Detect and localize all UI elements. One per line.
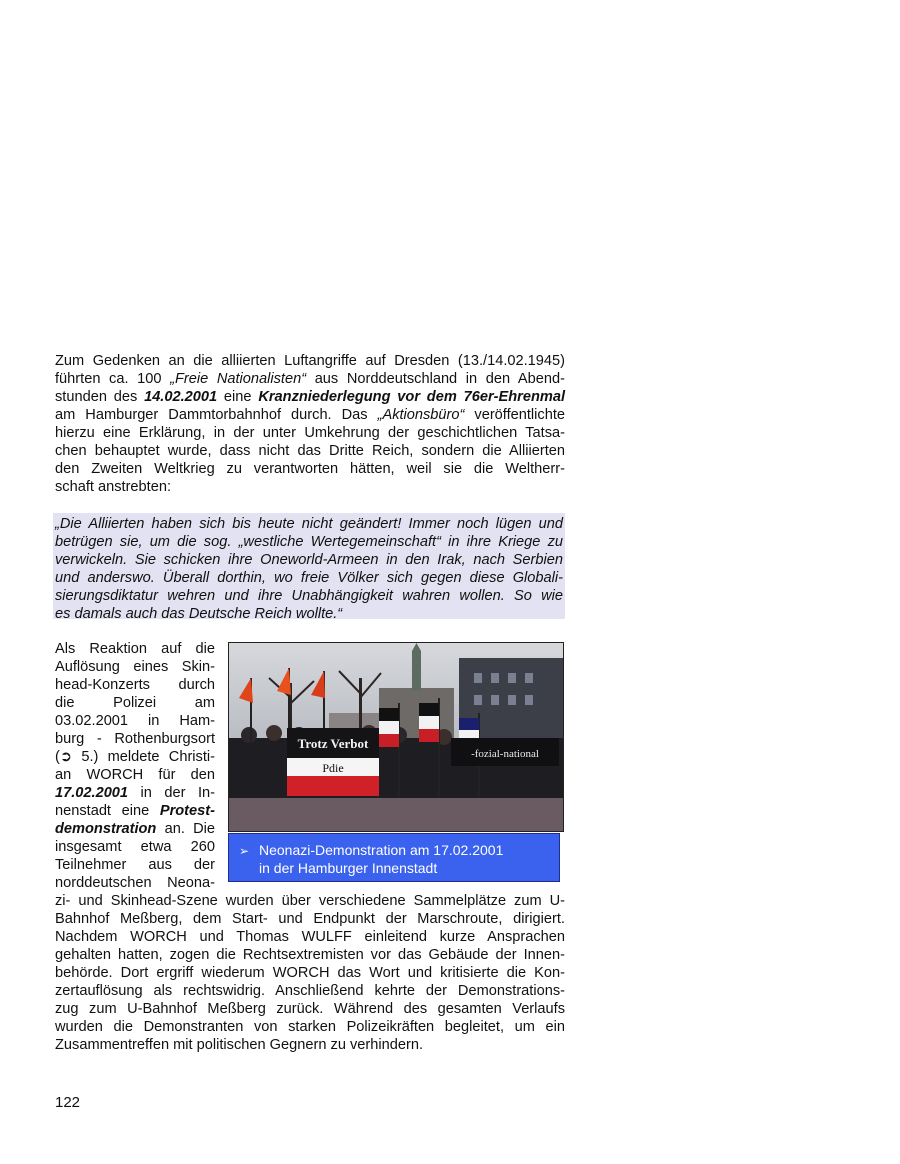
text-line: Zusammentreffen mit politischen Gegnern zu verhindern. xyxy=(55,1037,424,1053)
quote-line: betrügen sie, um die sog. „westliche Wertegemeinschaft“ in ihre Kriege zu xyxy=(55,534,563,550)
text-line: nenstadt eine xyxy=(55,803,160,819)
text-line: insgesamt etwa 260 xyxy=(55,839,215,855)
quote-line: sierungsdiktatur wehren und ihre Unabhängigkeit wahren wollen. So wie xyxy=(55,588,563,604)
text-line: Auflösung eines Skin- xyxy=(55,659,215,675)
group-name-italic: „Freie Nationalisten“ xyxy=(170,371,307,387)
quote-text xyxy=(55,515,563,623)
photo-illustration xyxy=(229,643,563,831)
quote-line: es damals auch das Deutsche Reich wollte.“ xyxy=(55,606,343,622)
text-line: an WORCH für den xyxy=(55,767,215,783)
text-line: in der In- xyxy=(128,785,215,801)
text-line: 5.) meldete Christi- xyxy=(72,749,215,765)
text-line: head-Konzerts durch xyxy=(55,677,215,693)
event-emphasis: Kranzniederlegung vor dem 76er-Ehrenmal xyxy=(258,389,566,405)
quote-line: und anderswo. Überall dorthin, wo freie Völker sich gegen diese Globali- xyxy=(55,570,563,586)
quote-line: verwickeln. Sie schicken ihre Oneworld-Armeen in den Irak, nach Serbien xyxy=(55,552,563,568)
event-emphasis: demonstration xyxy=(55,821,157,837)
text-line: chen behauptet wurde, dass nicht das Dritte Reich, sondern die Alliierten xyxy=(55,443,565,459)
text-line: führten ca. 100 xyxy=(55,371,171,387)
banner-slogan: -fozial-national xyxy=(471,748,539,760)
quote-line: „Die Alliierten haben sich bis heute nicht geändert! Immer noch lügen und xyxy=(55,516,563,532)
demonstration-photo xyxy=(228,642,564,832)
text-line: den Zweiten Weltkrieg zu verantworten hätten, weil sie die Weltherr- xyxy=(55,461,565,477)
closing-paragraph xyxy=(55,892,565,1054)
text-line: Zum Gedenken an die alliierten Luftangriffe auf Dresden (13./14.02.1945) xyxy=(55,353,565,369)
text-line: am Hamburger Dammtorbahnhof durch. Das xyxy=(55,407,378,423)
photo-caption xyxy=(228,833,560,882)
text-line: schaft anstrebten: xyxy=(55,479,172,495)
text-line: Bahnhof Meßberg, dem Start- und Endpunkt der Marschroute, dirigiert. xyxy=(55,911,565,927)
text-line: Nachdem WORCH und Thomas WULFF einleitend kurze Ansprachen xyxy=(55,929,565,945)
cross-reference-arrow-icon: ➲ xyxy=(59,749,73,765)
text-line: zi- und Skinhead-Szene wurden über verschiedene Sammelplätze zum U- xyxy=(55,893,565,909)
caption-line: Neonazi-Demonstration am 17.02.2001 xyxy=(259,842,504,858)
text-line: veröffentlichte xyxy=(464,407,565,423)
text-line: behörde. Dort ergriff wiederum WORCH das Wort und kritisierte die Kon- xyxy=(55,965,565,981)
page-number: 122 xyxy=(55,1094,81,1111)
narrow-paragraph xyxy=(55,640,215,892)
banner-slogan: Trotz Verbot xyxy=(297,736,369,751)
text-line: Als Reaktion auf die xyxy=(55,641,215,657)
text-line: burg - Rothenburgsort xyxy=(55,731,215,747)
text-line: an. Die xyxy=(156,821,215,837)
text-line: norddeutschen Neona- xyxy=(55,875,215,891)
quote-box xyxy=(53,513,565,622)
text-line: zug zum U-Bahnhof Meßberg zurück. Während des gesamten Verlaufs xyxy=(55,1001,565,1017)
text-line: Teilnehmer aus der xyxy=(55,857,215,873)
group-name-italic: „Aktionsbüro“ xyxy=(377,407,465,423)
intro-paragraph xyxy=(55,352,565,496)
text-line: wurden die Demonstranten von starken Polizeikräften begleitet, um ein xyxy=(55,1019,565,1035)
date-emphasis: 17.02.2001 xyxy=(55,785,129,801)
text-line: 03.02.2001 in Ham- xyxy=(55,713,215,729)
text-line: ( xyxy=(55,749,60,765)
event-emphasis: Protest- xyxy=(159,803,215,819)
text-line: zertauflösung als rechtswidrig. Anschließend kehrte der Demonstrations- xyxy=(55,983,565,999)
date-emphasis: 14.02.2001 xyxy=(144,389,218,405)
text-line: hierzu eine Erklärung, in der unter Umkehrung der geschichtlichen Tatsa- xyxy=(55,425,565,441)
caption-line: in der Hamburger Innenstadt xyxy=(259,860,438,876)
text-line: stunden des xyxy=(55,389,145,405)
text-line: die Polizei am xyxy=(55,695,215,711)
text-line: gehalten hatten, zogen die Rechtsextremisten vor das Gebäude der Innen- xyxy=(55,947,565,963)
text-line: eine xyxy=(217,389,259,405)
text-line: aus Norddeutschland in den Abend- xyxy=(306,371,565,387)
caption-arrow-icon: ➢ xyxy=(239,844,250,858)
banner-slogan: Pdie xyxy=(322,761,344,775)
